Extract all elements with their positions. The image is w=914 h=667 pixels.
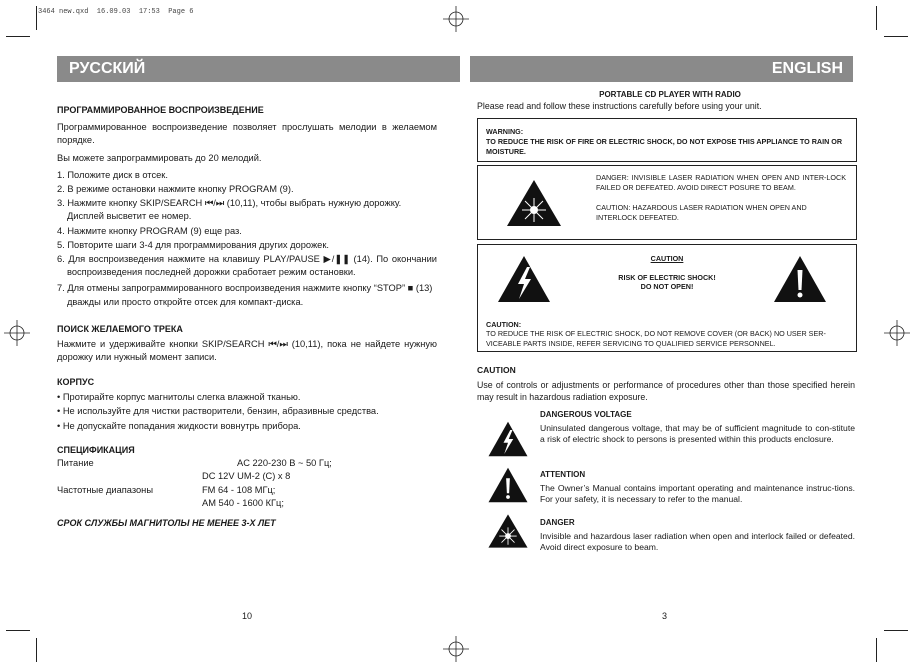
spec-row: Частотные диапазоны FM 64 - 108 МГц; <box>57 484 276 495</box>
shock-bottom-label: CAUTION: <box>486 320 522 329</box>
program-step: 5. Повторите шаги 3-4 для программирования других дорожек. <box>57 239 330 250</box>
warning-box <box>477 118 857 162</box>
registration-mark-top <box>443 6 469 32</box>
caution-heading: CAUTION <box>477 365 516 375</box>
product-title: PORTABLE CD PLAYER WITH RADIO <box>599 90 741 99</box>
registration-mark-right <box>884 320 910 346</box>
header-bar-russian <box>57 56 460 82</box>
laser-warning-box <box>477 165 857 240</box>
program-step: 6. Для воспроизведения нажмите на клавишу PLAY/PAUSE ▶/❚❚ (14). По окончании воспроизведения последней дорожки сработает режим остановки. <box>57 254 437 278</box>
print-slug: 3464 new.qxd 16.09.03 17:53 Page 6 <box>38 8 194 16</box>
symbol-title: DANGER <box>540 518 575 527</box>
spec-row: Питание AC 220-230 В ~ 50 Гц; <box>57 458 332 469</box>
read-instructions: Please read and follow these instructions carefully before using your unit. <box>477 101 762 111</box>
symbol-dangerous-voltage <box>540 409 855 446</box>
symbol-text: Invisible and hazardous laser radiation when open and interlock failed or defeated. Avoid direct exposure to beam. <box>540 530 855 552</box>
program-heading: ПРОГРАММИРОВАННОЕ ВОСПРОИЗВЕДЕНИЕ <box>57 105 264 115</box>
laser-danger-text: DANGER: INVISIBLE LASER RADIATION WHEN OPEN AND INTER-LOCK FAILED OR DEFEATED. AVOID DIRECT POSURE TO BEAM. <box>596 173 846 192</box>
shock-bottom-text: TO REDUCE THE RISK OF ELECTRIC SHOCK, DO NOT REMOVE COVER (OR BACK) NO USER SER-VICEABLE PARTS INSIDE, REFER SERVICING TO QUALIFIED SERVICE PERSONNEL. <box>486 329 826 348</box>
search-text: Нажмите и удерживайте кнопки SKIP/SEARCH ⏮/⏭ (10,11), пока не найдете нужную дорожку или нужный момент записи. <box>57 339 437 363</box>
header-russian-label: РУССКИЙ <box>69 60 146 77</box>
symbol-text: Uninsulated dangerous voltage, that may be of sufficient magnitude to con-stitute a risk of electric shock to persons is presented within this products enclosure. <box>540 422 855 444</box>
laser-hazard-icon <box>487 512 529 550</box>
case-heading: КОРПУС <box>57 377 95 387</box>
case-item: • Не используйте для чистки растворители, бензин, абразивные средства. <box>57 406 379 417</box>
program-step: 4. Нажмите кнопку PROGRAM (9) еще раз. <box>57 225 242 236</box>
registration-mark-left <box>4 320 30 346</box>
laser-hazard-icon <box>505 178 563 228</box>
header-english-label: ENGLISH <box>771 60 843 77</box>
section-search <box>57 323 437 365</box>
lightning-triangle-icon <box>487 420 529 458</box>
shock-risk-line1: RISK OF ELECTRIC SHOCK! <box>618 273 716 282</box>
page-number-right: 3 <box>662 611 668 621</box>
section-case <box>57 376 437 433</box>
symbol-danger <box>540 517 855 554</box>
symbol-title: ATTENTION <box>540 470 586 479</box>
case-item: • Протирайте корпус магнитолы слегка влажной тканью. <box>57 392 301 403</box>
spec-row: DC 12V UM-2 (C) x 8 <box>202 471 291 482</box>
lifetime-note: СРОК СЛУЖБЫ МАГНИТОЛЫ НЕ МЕНЕЕ 3-Х ЛЕТ <box>57 518 276 528</box>
program-step: 3. Нажмите кнопку SKIP/SEARCH ⏮/⏭ (10,11), чтобы выбрать нужную дорожку. Дисплей высветит ее номер. <box>57 198 402 222</box>
caution-text: Use of controls or adjustments or performance of procedures other than those specified herein may result in hazardous radiation exposure. <box>477 379 855 402</box>
program-limit: Вы можете запрограммировать до 20 мелодий. <box>57 152 262 163</box>
specs-heading: СПЕЦИФИКАЦИЯ <box>57 445 135 455</box>
program-step: 7. Для отмены запрограммированного воспроизведения нажмите кнопку “STOP” ■ (13) дважды или просто откройте отсек для компакт-диска. <box>57 283 433 307</box>
shock-caution-title: CAUTION <box>650 254 684 263</box>
header-bar-english <box>470 56 853 82</box>
laser-caution-text: CAUTION: HAZARDOUS LASER RADIATION WHEN OPEN AND INTERLOCK DEFEATED. <box>596 203 807 222</box>
exclamation-triangle-icon <box>487 466 529 504</box>
warning-text: TO REDUCE THE RISK OF FIRE OR ELECTRIC SHOCK, DO NOT EXPOSE THIS APPLIANCE TO RAIN OR MOISTURE. <box>486 137 843 156</box>
section-specs <box>57 444 437 510</box>
symbol-attention <box>540 469 855 506</box>
exclamation-triangle-icon <box>772 254 828 304</box>
section-caution <box>477 364 855 404</box>
shock-risk-line2: DO NOT OPEN! <box>640 282 694 291</box>
program-step: 1. Положите диск в отсек. <box>57 169 168 180</box>
section-program <box>57 104 437 309</box>
symbol-title: DANGEROUS VOLTAGE <box>540 410 632 419</box>
spec-row: AM 540 - 1600 КГц; <box>202 497 284 508</box>
shock-warning-box <box>477 244 857 352</box>
page-number-left: 10 <box>242 611 253 621</box>
warning-label: WARNING: <box>486 127 524 136</box>
search-heading: ПОИСК ЖЕЛАЕМОГО ТРЕКА <box>57 324 183 334</box>
case-item: • Не допускайте попадания жидкости вовнутрь прибора. <box>57 420 301 431</box>
symbol-text: The Owner’s Manual contains important operating and maintenance instruc-tions. For your safety, it is necessary to refer to the manual. <box>540 482 855 504</box>
program-step: 2. В режиме остановки нажмите кнопку PROGRAM (9). <box>57 184 294 195</box>
registration-mark-bottom <box>443 636 469 662</box>
program-intro: Программированное воспроизведение позволяет прослушать мелодии в желаемом порядке. <box>57 122 437 146</box>
